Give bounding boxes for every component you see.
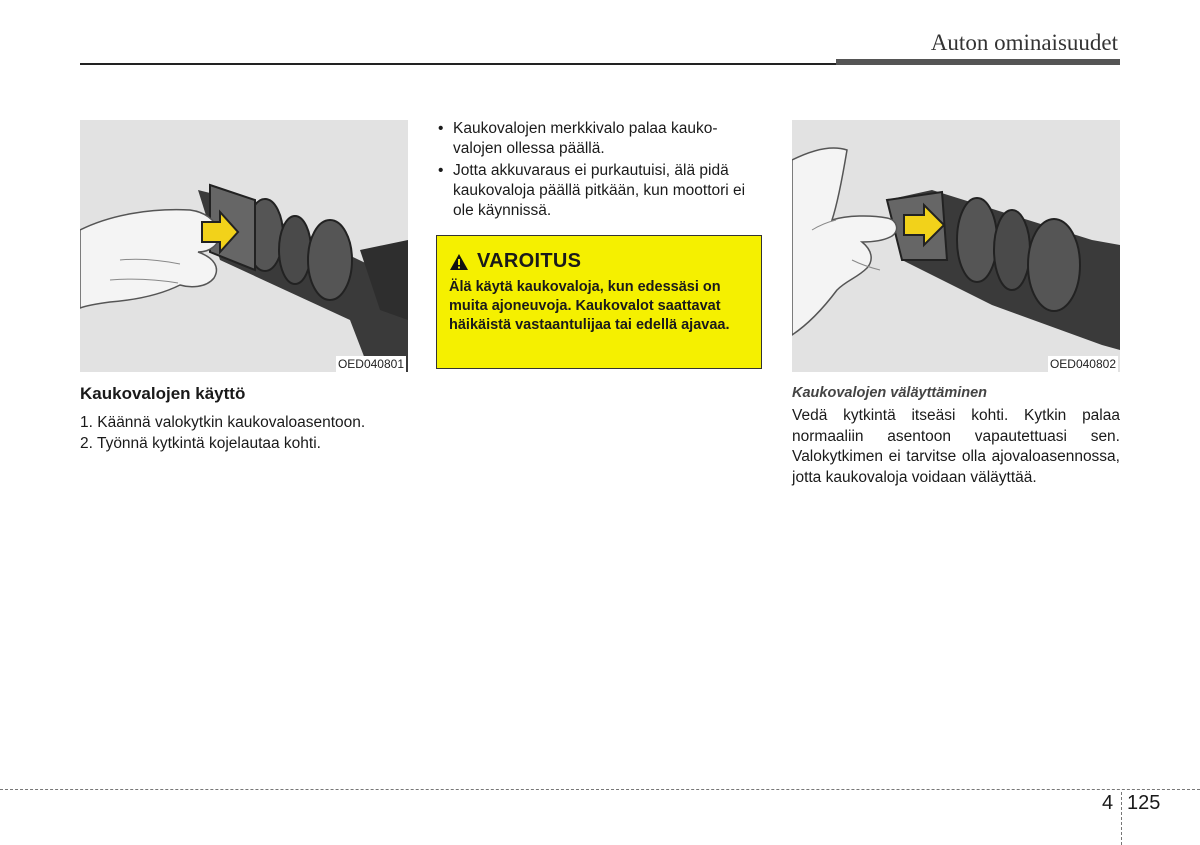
warning-text: Älä käytä kaukovaloja, kun edessäsi on muita ajoneuvoja. Kaukovalot saattavat häikäistä vastaantulijaa tai edellä ajavaa. xyxy=(449,279,730,333)
flash-text: Vedä kytkintä itseäsi kohti. Kytkin palaa normaaliin asentoon vapautettuasi sen. Valokytkimen ei tarvitse olla ajovaloasennossa, jotta kaukovaloja voidaan väläyttää. xyxy=(792,407,1120,486)
flash-title: Kaukovalojen väläyttäminen xyxy=(792,385,988,401)
header-rule-thick xyxy=(836,59,1120,65)
warning-header xyxy=(449,250,581,273)
footer-rule xyxy=(0,789,1200,790)
header-rule xyxy=(80,63,836,65)
step-item: 1. Käännä valokytkin kaukovaloasentoon. xyxy=(80,414,366,431)
high-beam-title: Kaukovalojen käyttö xyxy=(80,384,246,403)
stalk-pull-illustration xyxy=(792,120,1120,372)
chapter-number: 4 xyxy=(1102,792,1114,814)
figure-high-beam-flash xyxy=(792,120,1120,372)
high-beam-steps xyxy=(80,412,365,454)
warning-box xyxy=(436,235,762,369)
note-item: • Kaukovalojen merkkivalo palaa kauko-valojen ollessa päällä. xyxy=(437,119,765,159)
step-item: 2. Työnnä kytkintä kojelautaa kohti. xyxy=(80,435,321,452)
page-number: 125 xyxy=(1127,792,1161,814)
section-title: Auton ominaisuudet xyxy=(930,30,1118,55)
figure-code-right: OED040802 xyxy=(1049,357,1116,371)
page-separator xyxy=(1121,792,1122,845)
warning-triangle-icon xyxy=(449,253,469,271)
note-item: • Jotta akkuvaraus ei purkautuisi, älä pidä kaukovaloja päällä pitkään, kun moottori ei ole käynnissä. xyxy=(437,161,765,221)
figure-high-beam-push xyxy=(80,120,408,372)
warning-title: VAROITUS xyxy=(477,250,582,272)
notes-list xyxy=(437,119,765,223)
stalk-push-illustration xyxy=(80,120,408,372)
figure-code-left: OED040801 xyxy=(337,357,404,371)
